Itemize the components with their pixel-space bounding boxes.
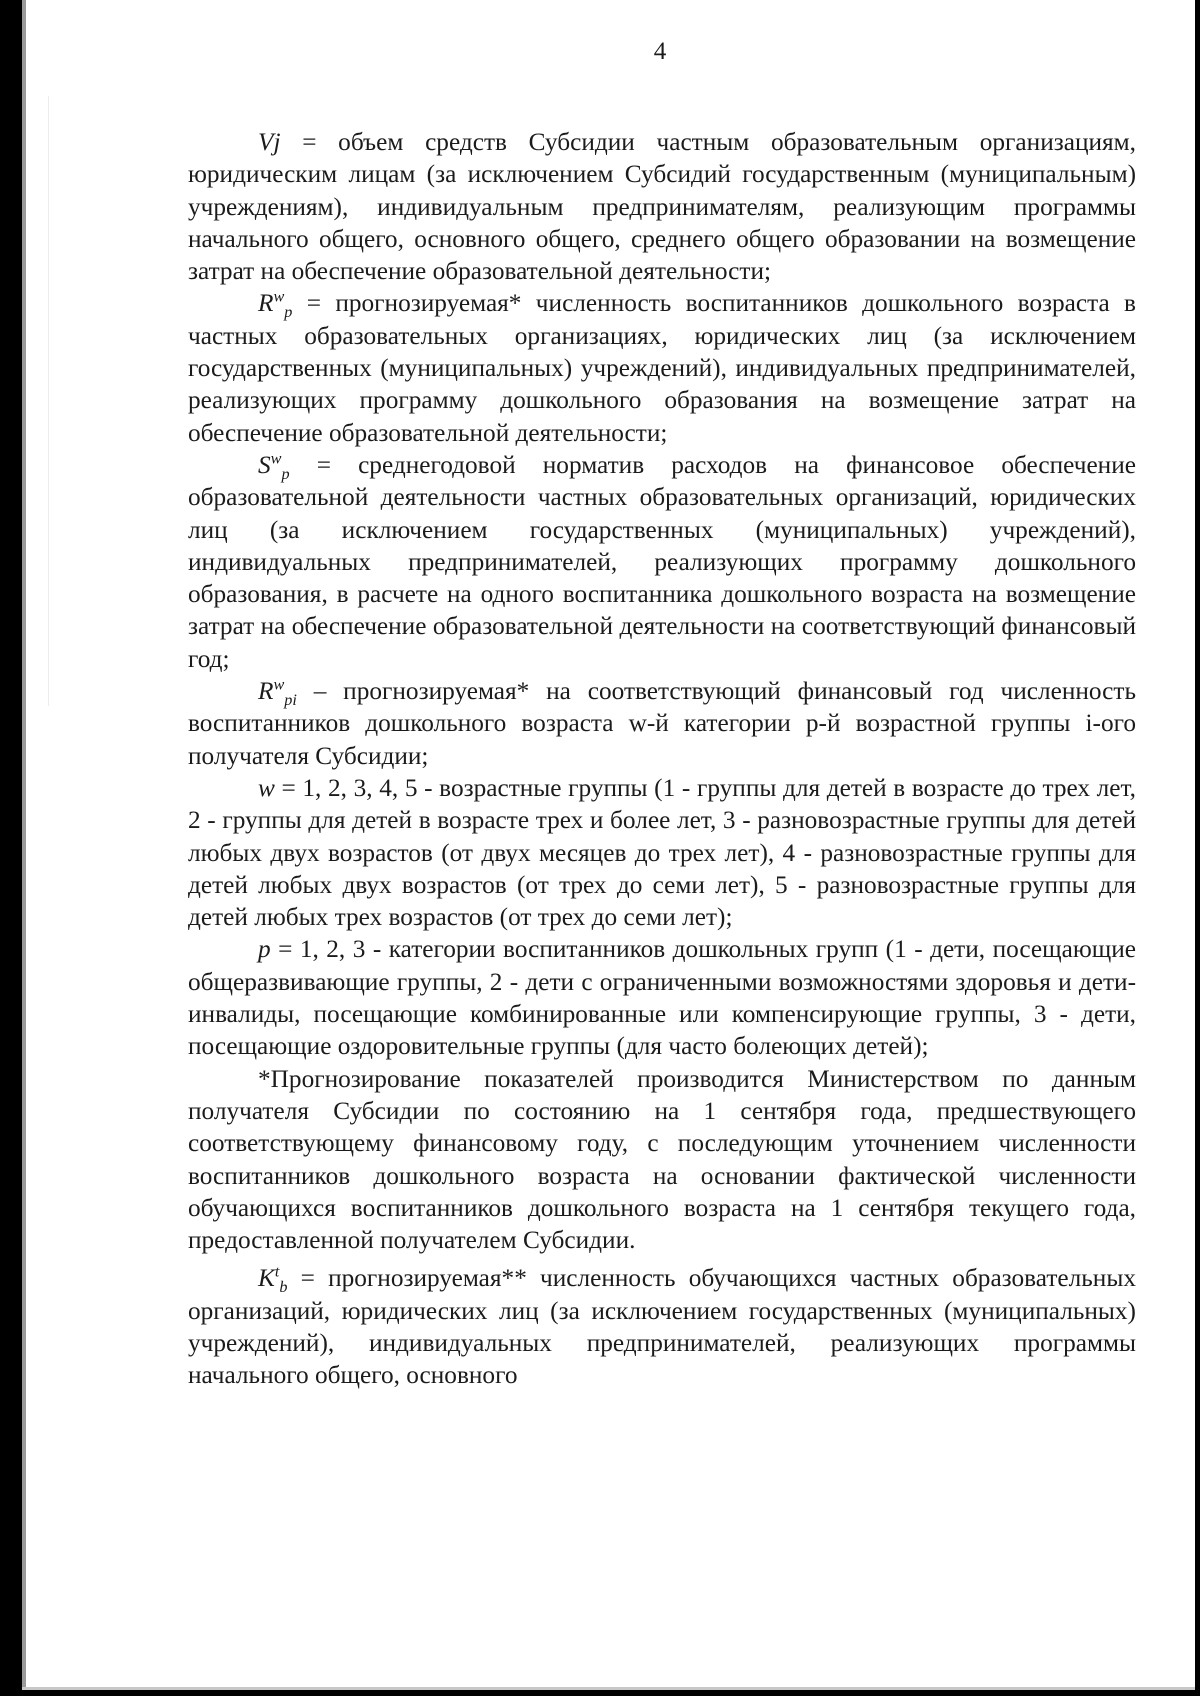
variable-symbol: w (258, 773, 275, 802)
definition-text: = 1, 2, 3 - категории воспитанников дошкольных групп (1 - дети, посещающие общеразвивающие группы, 2 - дети с ограниченными возможностями здоровья и дети-инвалиды, посещающие комбинированные или компенсирующие группы, 3 - дети, посещающие оздоровительные группы (для часто болеющих детей); (188, 935, 1136, 1061)
variable-symbol: $R^w_p$ (258, 288, 293, 322)
scan-right-border (1195, 0, 1200, 1696)
definition-spw (188, 449, 1136, 675)
scan-bottom-border (0, 1690, 1200, 1696)
definition-w (188, 772, 1136, 933)
document-body (188, 126, 1136, 1392)
variable-symbol: Vj (258, 128, 281, 156)
definition-text: = среднегодовой норматив расходов на финансовое обеспечение образовательной деятельности частных образовательных организаций, юридических лиц (за исключением государственных (муниципальных) учреждений), индивидуальных предпринимателей, реализующих программу дошкольного образования, в расчете на одного воспитанника дошкольного возраста на возмещение затрат на обеспечение образовательной деятельности на соответствующий финансовый год; (188, 450, 1136, 673)
scan-left-border (0, 0, 22, 1696)
definition-kbt (188, 1262, 1136, 1391)
scan-artifact-line (48, 96, 49, 706)
definition-text: = прогнозируемая** численность обучающихся частных образовательных организаций, юридических лиц (за исключением государственных (муниципальных) учреждений), индивидуальных предпринимателей, реализующих программы начального общего, основного (188, 1264, 1136, 1390)
definition-rpw (188, 287, 1136, 448)
definition-text: = 1, 2, 3, 4, 5 - возрастные группы (1 - группы для детей в возрасте до трех лет, 2 - группы для детей в возрасте трех и более лет, 3 - разновозрастные группы для детей любых двух возрастов (от двух месяцев до трех лет), 4 - разновозрастные группы для детей любых двух возрастов (от трех до семи лет), 5 - разновозрастные группы для детей любых трех возрастов (от трех до семи лет); (188, 773, 1136, 932)
forecast-footnote (188, 1063, 1136, 1257)
definition-text: = объем средств Субсидии частным образовательным организациям, юридическим лицам (за исключением Субсидий государственным (муниципальным) учреждениям), индивидуальным предпринимателям, реализующим программы начального общего, основного общего, среднего общего образовании на возмещение затрат на обеспечение образовательной деятельности; (188, 128, 1136, 286)
definition-vj (188, 126, 1136, 287)
definition-text: – прогнозируемая* на соответствующий финансовый год численность воспитанников дошкольного возраста w-й категории p-й возрастной группы i-ого получателя Субсидии; (188, 677, 1136, 770)
definition-p (188, 933, 1136, 1062)
footnote-text: *Прогнозирование показателей производится Министерством по данным получателя Субсидии по состоянию на 1 сентября года, предшествующего соответствующему финансовому году, с последующим уточнением численности воспитанников дошкольного возраста на основании фактической численности обучающихся воспитанников дошкольного возраста на 1 сентября текущего года, предоставленной получателем Субсидии. (188, 1064, 1136, 1255)
variable-symbol: p (258, 935, 271, 964)
variable-symbol: $K^t_b$ (258, 1262, 288, 1297)
variable-symbol: $S^w_p$ (258, 449, 290, 484)
definition-rpiw (188, 675, 1136, 772)
scan-left-shadow (22, 0, 26, 1696)
variable-symbol: $R^w_{pi}$ (258, 675, 297, 710)
page-number: 4 (653, 38, 667, 65)
definition-text: = прогнозируемая* численность воспитанников дошкольного возраста в частных образовательных организациях, юридических лиц (за исключением государственных (муниципальных) учреждений), индивидуальных предпринимателей, реализующих программу дошкольного образования на возмещение затрат на обеспечение образовательной деятельности; (188, 289, 1136, 447)
